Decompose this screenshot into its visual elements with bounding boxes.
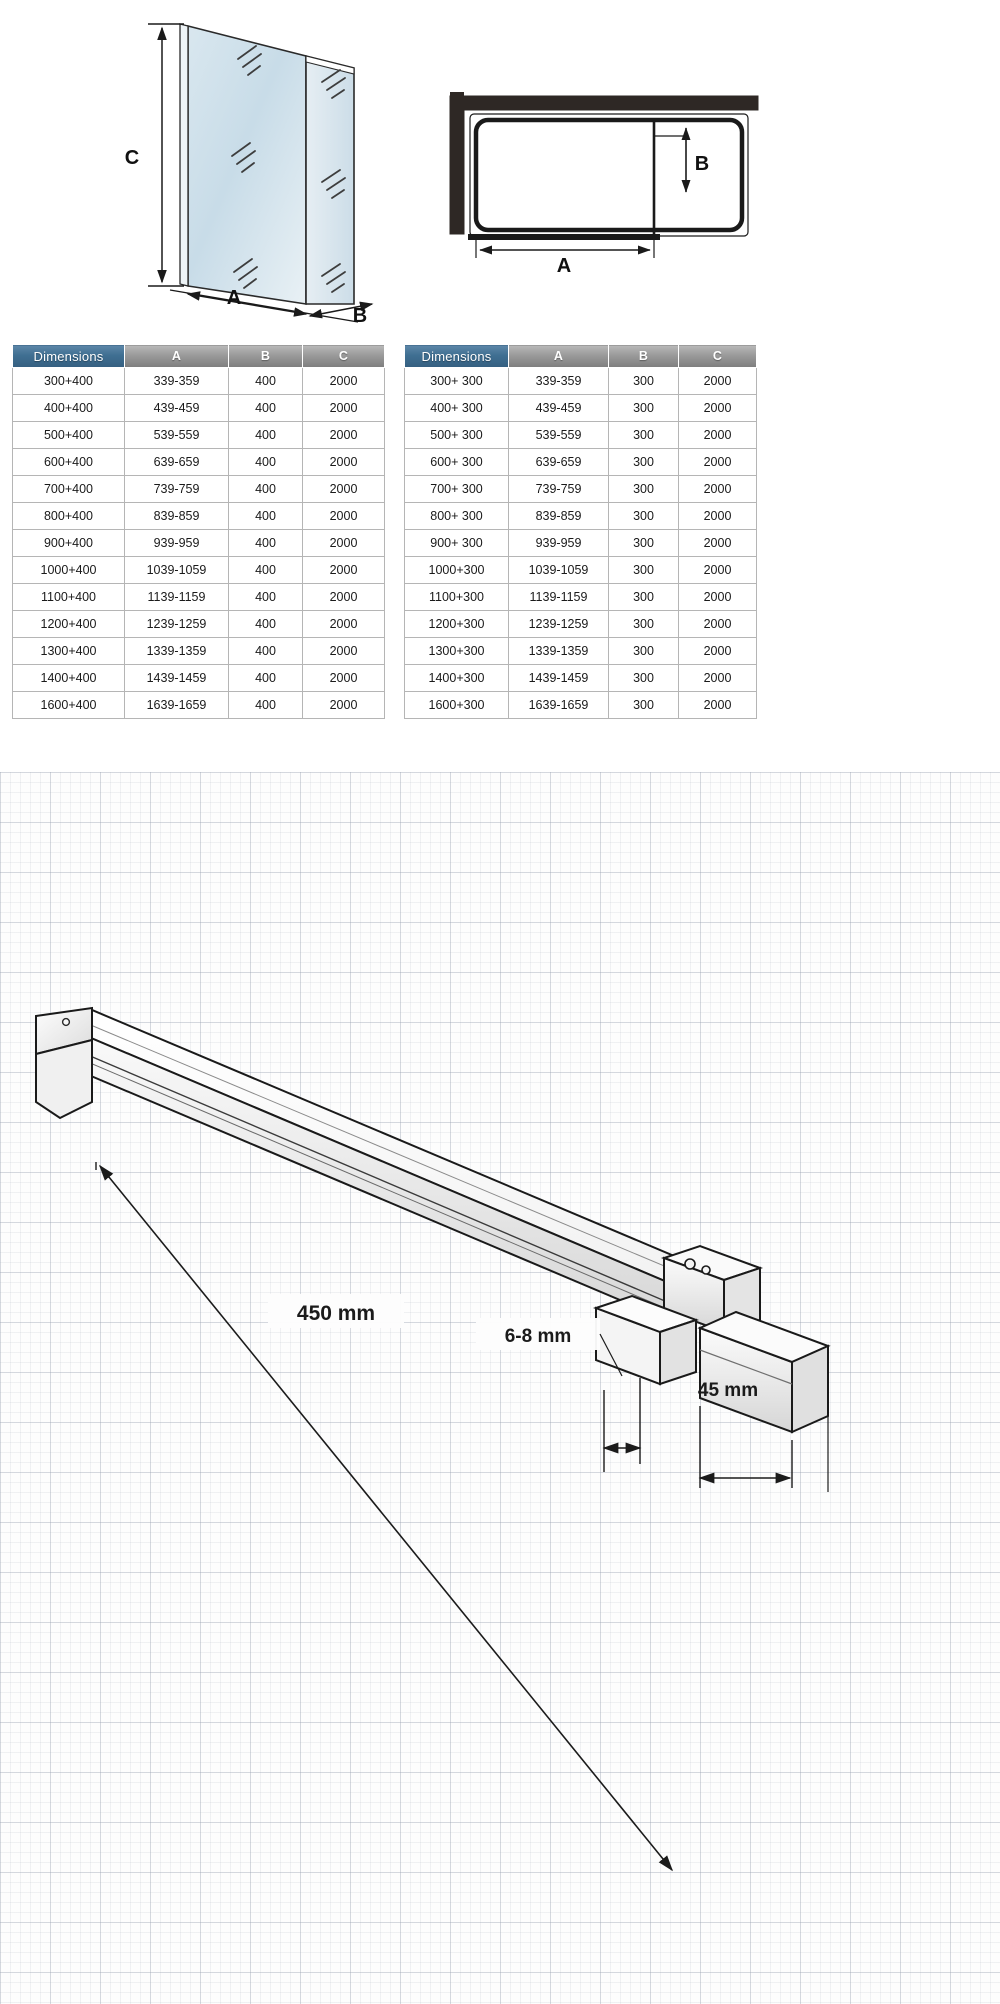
cell-a: 439-459: [509, 395, 609, 422]
cell-dimensions: 500+400: [13, 422, 125, 449]
col-header-b: B: [229, 345, 303, 368]
col-header-a: A: [125, 345, 229, 368]
table-row: [405, 395, 757, 422]
cell-c: 2000: [303, 422, 385, 449]
cell-dimensions: 1600+300: [405, 692, 509, 719]
cell-a: 439-459: [125, 395, 229, 422]
cell-c: 2000: [679, 530, 757, 557]
cell-a: 639-659: [125, 449, 229, 476]
table-row: [13, 503, 385, 530]
cell-dimensions: 1300+400: [13, 638, 125, 665]
cell-a: 539-559: [125, 422, 229, 449]
cell-b: 400: [229, 368, 303, 395]
cell-dimensions: 1100+300: [405, 584, 509, 611]
cell-c: 2000: [679, 476, 757, 503]
cell-a: 1639-1659: [125, 692, 229, 719]
cell-a: 1339-1359: [509, 638, 609, 665]
table-row: [405, 368, 757, 395]
cell-c: 2000: [679, 692, 757, 719]
table-row: [13, 449, 385, 476]
cell-a: 1139-1159: [125, 584, 229, 611]
cell-b: 400: [229, 665, 303, 692]
spec-table-right: [404, 344, 757, 719]
cell-b: 400: [229, 476, 303, 503]
cell-dimensions: 900+400: [13, 530, 125, 557]
table-row: [13, 557, 385, 584]
cell-c: 2000: [303, 665, 385, 692]
cell-a: 1239-1259: [509, 611, 609, 638]
table-row: [13, 422, 385, 449]
table-row: [405, 530, 757, 557]
shower-tray-plan-view: [440, 74, 770, 274]
cell-dimensions: 700+ 300: [405, 476, 509, 503]
table-row: [13, 530, 385, 557]
table-row: [13, 611, 385, 638]
cell-b: 400: [229, 584, 303, 611]
cell-c: 2000: [679, 449, 757, 476]
dim-label-b: B: [352, 305, 368, 327]
col-header-dimensions: Dimensions: [405, 345, 509, 368]
cell-b: 300: [609, 449, 679, 476]
cell-c: 2000: [679, 638, 757, 665]
table-row: [405, 611, 757, 638]
table-row: [13, 368, 385, 395]
cell-b: 300: [609, 692, 679, 719]
cell-b: 300: [609, 557, 679, 584]
spec-table-left: [12, 344, 385, 719]
cell-a: 1139-1159: [509, 584, 609, 611]
cell-dimensions: 1000+400: [13, 557, 125, 584]
cell-a: 939-959: [509, 530, 609, 557]
table-row: [405, 584, 757, 611]
cell-a: 1439-1459: [125, 665, 229, 692]
diagram-area: [0, 0, 1000, 340]
cell-c: 2000: [679, 557, 757, 584]
cell-dimensions: 700+400: [13, 476, 125, 503]
cell-b: 400: [229, 530, 303, 557]
cell-c: 2000: [303, 503, 385, 530]
cell-dimensions: 600+ 300: [405, 449, 509, 476]
cell-b: 300: [609, 503, 679, 530]
cell-b: 400: [229, 638, 303, 665]
cell-dimensions: 1100+400: [13, 584, 125, 611]
cell-dimensions: 400+400: [13, 395, 125, 422]
cell-dimensions: 800+400: [13, 503, 125, 530]
cell-dimensions: 300+400: [13, 368, 125, 395]
table-row: [13, 395, 385, 422]
dim-label-a: A: [226, 287, 242, 309]
cell-dimensions: 1600+400: [13, 692, 125, 719]
cell-c: 2000: [303, 584, 385, 611]
cell-dimensions: 900+ 300: [405, 530, 509, 557]
plan-dim-label-b: B: [694, 153, 710, 175]
table-row: [405, 449, 757, 476]
hw-label-length: 450 mm: [296, 1302, 376, 1325]
cell-dimensions: 1400+300: [405, 665, 509, 692]
col-header-c: C: [679, 345, 757, 368]
cell-a: 339-359: [509, 368, 609, 395]
cell-b: 300: [609, 665, 679, 692]
cell-c: 2000: [303, 530, 385, 557]
cell-a: 739-759: [125, 476, 229, 503]
hw-label-glass-thickness: 6-8 mm: [504, 1326, 572, 1347]
cell-c: 2000: [303, 449, 385, 476]
cell-b: 300: [609, 395, 679, 422]
cell-c: 2000: [303, 476, 385, 503]
cell-b: 300: [609, 422, 679, 449]
cell-a: 1039-1059: [509, 557, 609, 584]
cell-c: 2000: [679, 665, 757, 692]
cell-c: 2000: [303, 611, 385, 638]
cell-b: 300: [609, 476, 679, 503]
cell-dimensions: 500+ 300: [405, 422, 509, 449]
table-row: [13, 638, 385, 665]
cell-dimensions: 800+ 300: [405, 503, 509, 530]
cell-a: 1339-1359: [125, 638, 229, 665]
plan-dim-label-a: A: [556, 255, 572, 274]
cell-a: 1239-1259: [125, 611, 229, 638]
cell-a: 1639-1659: [509, 692, 609, 719]
cell-b: 300: [609, 638, 679, 665]
specification-tables: [0, 344, 1000, 724]
cell-c: 2000: [679, 368, 757, 395]
cell-b: 400: [229, 503, 303, 530]
cell-a: 839-859: [125, 503, 229, 530]
cell-dimensions: 300+ 300: [405, 368, 509, 395]
cell-c: 2000: [679, 395, 757, 422]
hw-label-bracket-width: 45 mm: [697, 1380, 759, 1401]
cell-a: 739-759: [509, 476, 609, 503]
cell-a: 539-559: [509, 422, 609, 449]
cell-b: 400: [229, 395, 303, 422]
cell-c: 2000: [303, 368, 385, 395]
walk-in-shower-panel-isometric: [110, 4, 400, 334]
support-bar-isometric: [0, 772, 1000, 2004]
cell-b: 400: [229, 692, 303, 719]
cell-b: 400: [229, 422, 303, 449]
cell-b: 400: [229, 557, 303, 584]
cell-dimensions: 600+400: [13, 449, 125, 476]
table-row: [405, 638, 757, 665]
cell-a: 339-359: [125, 368, 229, 395]
cell-c: 2000: [303, 692, 385, 719]
table-row: [405, 422, 757, 449]
cell-dimensions: 400+ 300: [405, 395, 509, 422]
cell-a: 1039-1059: [125, 557, 229, 584]
cell-c: 2000: [679, 611, 757, 638]
table-row: [405, 557, 757, 584]
table-row: [13, 665, 385, 692]
cell-dimensions: 1300+300: [405, 638, 509, 665]
cell-c: 2000: [303, 638, 385, 665]
cell-dimensions: 1200+400: [13, 611, 125, 638]
cell-a: 839-859: [509, 503, 609, 530]
cell-b: 300: [609, 530, 679, 557]
cell-c: 2000: [679, 584, 757, 611]
col-header-a: A: [509, 345, 609, 368]
col-header-dimensions: Dimensions: [13, 345, 125, 368]
dim-label-c: C: [124, 147, 140, 169]
table-row: [13, 476, 385, 503]
cell-c: 2000: [303, 557, 385, 584]
col-header-c: C: [303, 345, 385, 368]
cell-dimensions: 1000+300: [405, 557, 509, 584]
table-row: [13, 692, 385, 719]
cell-c: 2000: [303, 395, 385, 422]
table-row: [13, 584, 385, 611]
hardware-drawing-area: [0, 772, 1000, 2004]
col-header-b: B: [609, 345, 679, 368]
cell-a: 939-959: [125, 530, 229, 557]
cell-b: 300: [609, 368, 679, 395]
table-row: [405, 692, 757, 719]
table-row: [405, 476, 757, 503]
cell-dimensions: 1400+400: [13, 665, 125, 692]
cell-b: 400: [229, 449, 303, 476]
cell-a: 1439-1459: [509, 665, 609, 692]
table-row: [405, 665, 757, 692]
cell-b: 400: [229, 611, 303, 638]
table-header-row: [405, 345, 757, 368]
cell-c: 2000: [679, 503, 757, 530]
table-header-row: [13, 345, 385, 368]
cell-c: 2000: [679, 422, 757, 449]
cell-b: 300: [609, 611, 679, 638]
cell-a: 639-659: [509, 449, 609, 476]
cell-b: 300: [609, 584, 679, 611]
cell-dimensions: 1200+300: [405, 611, 509, 638]
table-row: [405, 503, 757, 530]
